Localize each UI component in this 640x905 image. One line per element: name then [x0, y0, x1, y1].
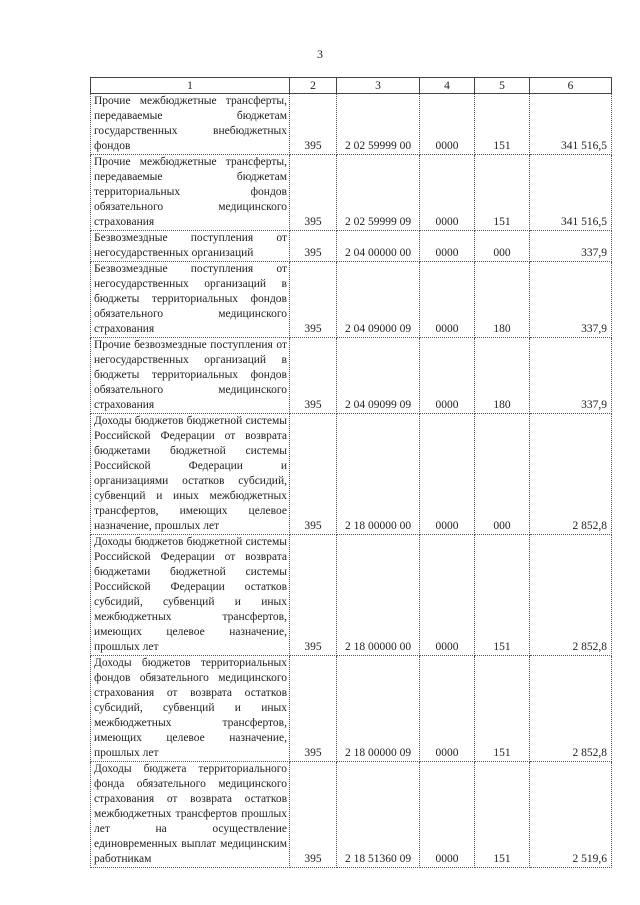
amount-cell: 2 519,6 — [530, 762, 612, 868]
program-code-cell: 0000 — [420, 338, 475, 414]
row-name-cell: Доходы бюджетов территориальных фондов обязательного медицинского страхования от возврата остатков субсидий, субвенций и иных межбюджетных трансфертов, имеющих целевое назначение, прошлых лет — [91, 656, 290, 762]
program-code-cell: 0000 — [420, 762, 475, 868]
column-header: 6 — [530, 78, 612, 94]
row-name-cell: Прочие безвозмездные поступления от негосударственных организаций в бюджеты территориальных фондов обязательного медицинского страхования — [91, 338, 290, 414]
revenue-code-cell: 2 18 51360 09 — [337, 762, 420, 868]
revenue-code-cell: 2 04 09000 09 — [337, 262, 420, 338]
program-code-cell: 0000 — [420, 231, 475, 262]
revenue-code-cell: 2 04 09099 09 — [337, 338, 420, 414]
economic-code-cell: 180 — [475, 262, 530, 338]
table-row — [91, 262, 612, 338]
admin-code-cell: 395 — [290, 535, 337, 656]
revenue-code-cell: 2 18 00000 09 — [337, 656, 420, 762]
table-row — [91, 155, 612, 231]
revenue-code-cell: 2 04 00000 00 — [337, 231, 420, 262]
economic-code-cell: 151 — [475, 94, 530, 155]
column-header: 5 — [475, 78, 530, 94]
row-name-cell: Безвозмездные поступления от негосударственных организаций в бюджеты территориальных фондов обязательного медицинского страхования — [91, 262, 290, 338]
economic-code-cell: 180 — [475, 338, 530, 414]
column-header: 2 — [290, 78, 337, 94]
admin-code-cell: 395 — [290, 414, 337, 535]
admin-code-cell: 395 — [290, 338, 337, 414]
column-header: 3 — [337, 78, 420, 94]
economic-code-cell: 151 — [475, 656, 530, 762]
admin-code-cell: 395 — [290, 656, 337, 762]
table-row — [91, 656, 612, 762]
amount-cell: 2 852,8 — [530, 656, 612, 762]
row-name-cell: Доходы бюджетов бюджетной системы Российской Федерации от возврата бюджетами бюджетной системы Российской Федерации и организациями остатков субсидий, субвенций и иных межбюджетных трансфертов, имеющих целевое назначение, прошлых лет — [91, 414, 290, 535]
table-row — [91, 338, 612, 414]
table-row — [91, 231, 612, 262]
admin-code-cell: 395 — [290, 262, 337, 338]
program-code-cell: 0000 — [420, 535, 475, 656]
admin-code-cell: 395 — [290, 762, 337, 868]
row-name-cell: Доходы бюджетов бюджетной системы Российской Федерации от возврата бюджетами бюджетной системы Российской Федерации остатков субсидий, субвенций и иных межбюджетных трансфертов, имеющих целевое назначение, прошлых лет — [91, 535, 290, 656]
revenue-code-cell: 2 02 59999 09 — [337, 155, 420, 231]
amount-cell: 2 852,8 — [530, 414, 612, 535]
amount-cell: 337,9 — [530, 262, 612, 338]
table-row — [91, 414, 612, 535]
column-header: 1 — [91, 78, 290, 94]
amount-cell: 337,9 — [530, 338, 612, 414]
economic-code-cell: 151 — [475, 762, 530, 868]
economic-code-cell: 151 — [475, 535, 530, 656]
revenue-code-cell: 2 18 00000 00 — [337, 535, 420, 656]
row-name-cell: Безвозмездные поступления от негосударственных организаций — [91, 231, 290, 262]
row-name-cell: Прочие межбюджетные трансферты, передаваемые бюджетам государственных внебюджетных фондов — [91, 94, 290, 155]
table-row — [91, 535, 612, 656]
program-code-cell: 0000 — [420, 155, 475, 231]
amount-cell: 341 516,5 — [530, 155, 612, 231]
program-code-cell: 0000 — [420, 414, 475, 535]
economic-code-cell: 151 — [475, 155, 530, 231]
revenue-code-cell: 2 02 59999 00 — [337, 94, 420, 155]
row-name-cell: Прочие межбюджетные трансферты, передаваемые бюджетам территориальных фондов обязательного медицинского страхования — [91, 155, 290, 231]
table-row — [91, 762, 612, 868]
revenue-code-cell: 2 18 00000 00 — [337, 414, 420, 535]
admin-code-cell: 395 — [290, 231, 337, 262]
admin-code-cell: 395 — [290, 94, 337, 155]
table-row — [91, 94, 612, 155]
program-code-cell: 0000 — [420, 656, 475, 762]
amount-cell: 341 516,5 — [530, 94, 612, 155]
program-code-cell: 0000 — [420, 262, 475, 338]
revenue-table — [90, 77, 612, 868]
page-number: 3 — [317, 47, 323, 61]
amount-cell: 337,9 — [530, 231, 612, 262]
amount-cell: 2 852,8 — [530, 535, 612, 656]
economic-code-cell: 000 — [475, 231, 530, 262]
row-name-cell: Доходы бюджета территориального фонда обязательного медицинского страхования от возврата остатков межбюджетных трансфертов прошлых лет на осуществление единовременных выплат медицинским работникам — [91, 762, 290, 868]
table-header-row — [91, 78, 612, 94]
economic-code-cell: 000 — [475, 414, 530, 535]
program-code-cell: 0000 — [420, 94, 475, 155]
admin-code-cell: 395 — [290, 155, 337, 231]
column-header: 4 — [420, 78, 475, 94]
